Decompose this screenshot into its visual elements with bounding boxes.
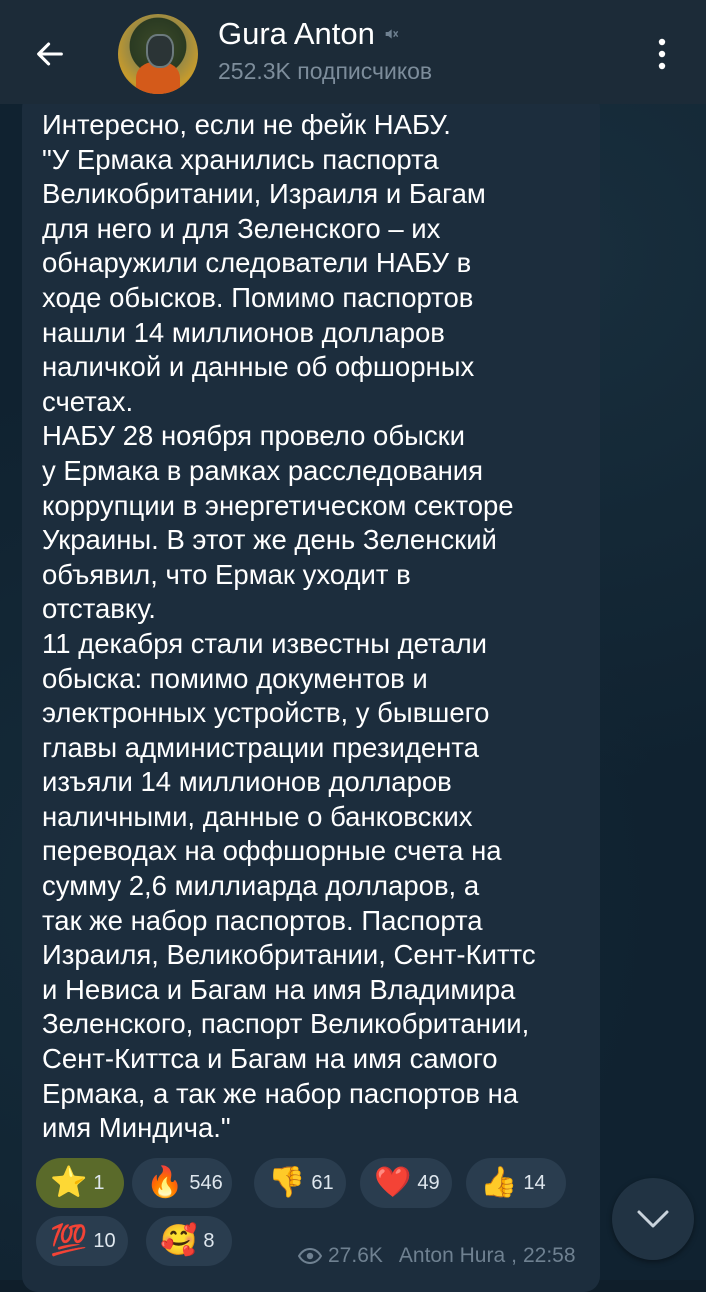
chevron-down-icon: [636, 1209, 670, 1229]
message-line: Интересно, если не фейк НАБУ.: [42, 109, 451, 140]
message-meta: [298, 1244, 576, 1268]
thumbs-up-icon: 👍: [480, 1166, 518, 1199]
reaction-count: 8: [203, 1229, 215, 1252]
arrow-left-icon: [33, 37, 67, 71]
meta-separator: ,: [511, 1244, 517, 1267]
reaction-fire[interactable]: [132, 1158, 232, 1208]
eye-icon: [298, 1248, 322, 1264]
reaction-count: 10: [93, 1229, 116, 1252]
chat-header: [0, 0, 706, 104]
message-line: главы администрации президента: [42, 731, 479, 763]
message-line: так же набор паспортов. Паспорта: [42, 904, 483, 936]
message-line: "У Ермака хранились паспорта: [42, 143, 439, 175]
reaction-thumbs-up[interactable]: [466, 1158, 566, 1208]
message-line: у Ермака в рамках расследования: [42, 454, 484, 486]
reaction-count: 546: [189, 1171, 223, 1194]
thumbs-down-icon: 👎: [268, 1166, 306, 1199]
channel-avatar[interactable]: [118, 14, 198, 94]
reaction-hundred[interactable]: [36, 1216, 128, 1266]
message-line: Зеленского, паспорт Великобритании,: [42, 1008, 530, 1040]
reaction-smiling-hearts[interactable]: [146, 1216, 232, 1266]
back-button[interactable]: [24, 28, 76, 80]
reaction-heart[interactable]: [360, 1158, 452, 1208]
channel-name: Gura Anton: [218, 16, 375, 51]
message-line: переводах на оффшорные счета на: [42, 835, 502, 867]
subscriber-count: 252.3K подписчиков: [218, 58, 433, 84]
message-line: наличкой и данные об офшорных: [42, 351, 475, 383]
message-line: объявил, что Ермак уходит в: [42, 558, 411, 590]
reaction-star[interactable]: [36, 1158, 124, 1208]
message-line: Израиля, Великобритании, Сент-Киттс: [42, 939, 536, 971]
message-line: обнаружили следователи НАБУ в: [42, 247, 472, 279]
message-line: электронных устройств, у бывшего: [42, 697, 490, 729]
message-line: Украины. В этот же день Зеленский: [42, 524, 497, 556]
message-line: 11 декабря стали известны детали: [42, 627, 488, 659]
message-author: Anton Hura: [398, 1244, 506, 1267]
message-line: Ермака, а так же набор паспортов на: [42, 1077, 519, 1109]
reaction-thumbs-down[interactable]: [254, 1158, 346, 1208]
speaker-muted-icon: [383, 26, 399, 42]
message-line: НАБУ 28 ноября провело обыски: [42, 420, 466, 452]
fire-icon: 🔥: [146, 1166, 184, 1199]
views-count: 27.6K: [328, 1244, 383, 1267]
hundred-icon: 💯: [50, 1224, 88, 1257]
more-vertical-icon: [657, 37, 667, 71]
more-options-button[interactable]: [642, 28, 682, 80]
message-line: и Невиса и Багам на имя Владимира: [42, 973, 516, 1005]
message-line: имя Миндича.": [42, 1112, 231, 1144]
message-line: обыска: помимо документов и: [42, 662, 428, 694]
smiling-hearts-icon: 🥰: [160, 1224, 198, 1257]
message-line: ходе обысков. Помимо паспортов: [42, 281, 474, 313]
message-line: наличными, данные о банковских: [42, 800, 473, 832]
message-line: коррупции в энергетическом секторе: [42, 489, 514, 521]
message-line: отставку.: [42, 593, 156, 625]
scroll-down-button[interactable]: [612, 1178, 694, 1260]
star-icon: ⭐: [50, 1166, 88, 1199]
message-line: изъяли 14 миллионов долларов: [42, 766, 452, 798]
message-line: счетах.: [42, 385, 134, 417]
message-line: нашли 14 миллионов долларов: [42, 316, 445, 348]
message-line: для него и для Зеленского – их: [42, 212, 441, 244]
message-text: [42, 108, 587, 1146]
reaction-count: 61: [311, 1171, 334, 1194]
reaction-count: 14: [523, 1171, 546, 1194]
message-line: Великобритании, Израиля и Багам: [42, 178, 486, 210]
reaction-count: 1: [93, 1171, 105, 1194]
channel-title[interactable]: [218, 16, 399, 52]
message-line: Сент-Киттса и Багам на имя самого: [42, 1043, 498, 1075]
reaction-count: 49: [417, 1171, 440, 1194]
heart-icon: ❤️: [374, 1166, 412, 1199]
message-time: 22:58: [522, 1244, 576, 1267]
message-line: сумму 2,6 миллиарда долларов, а: [42, 870, 480, 902]
